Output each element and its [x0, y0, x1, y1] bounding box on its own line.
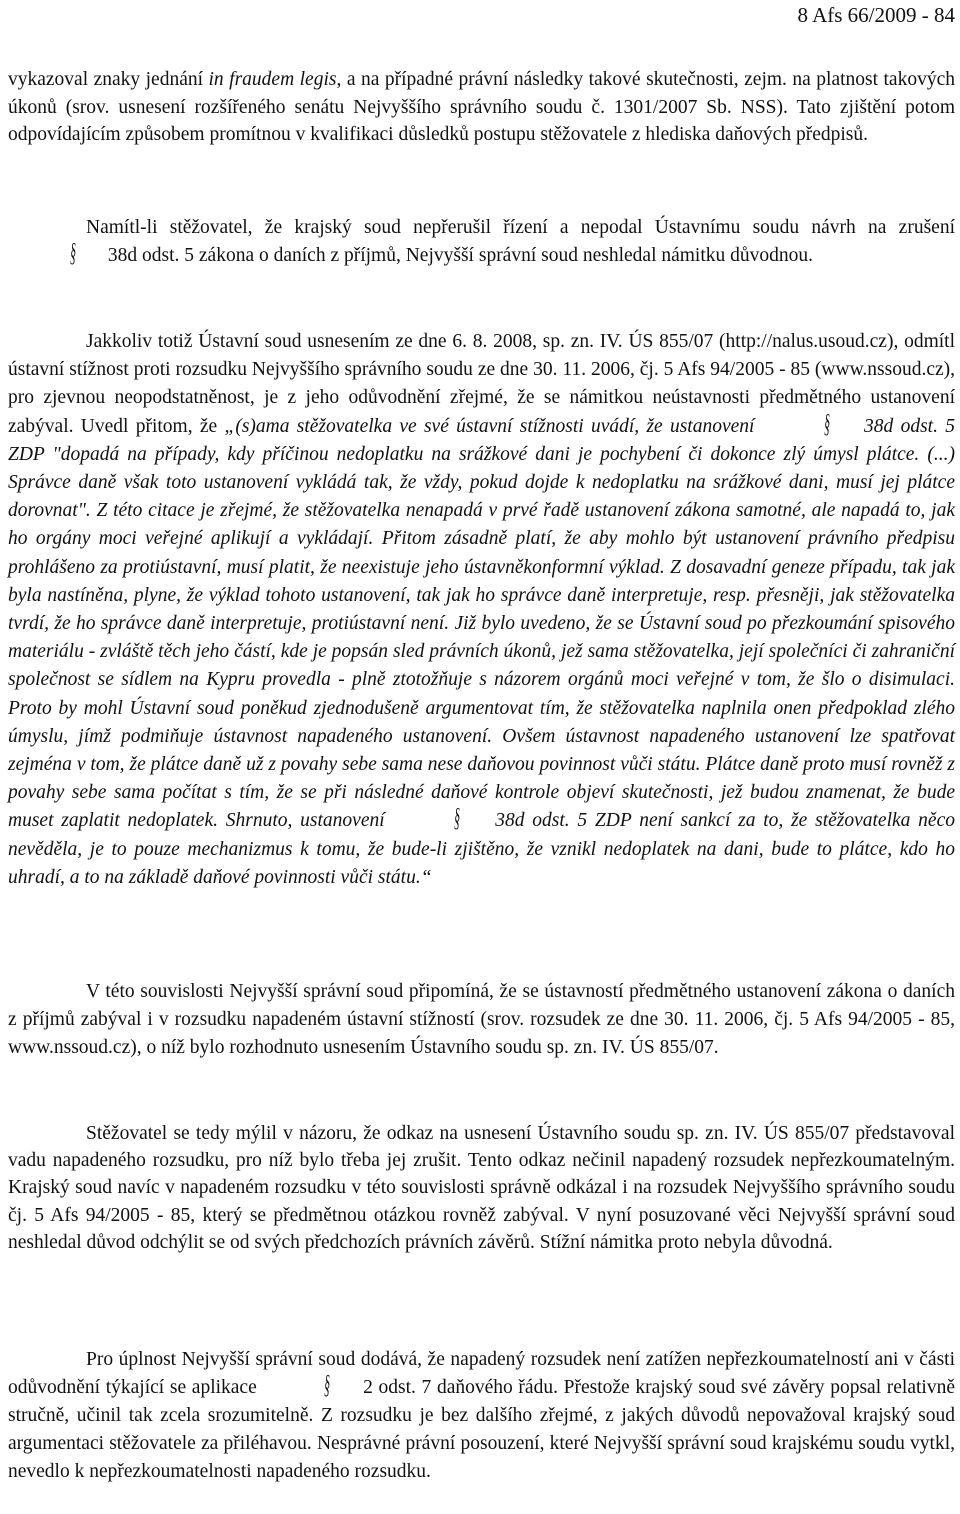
text-run: 2 odst. 7 daňového řádu. Přestože krajský soud své závěry popsal relativně stručně, učinil tak zcela srozumitelně. Z rozsudku je bez dalšího zřejmé, z jakých důvodů nepovažoval krajský soud argumentaci stěžovatele za přiléhavou. Nesprávné právní posouzení, které Nejvyšší správní soud krajskému soudu vytkl, nevedlo k nepřezkoumatelnosti napadeného rozsudku.: [8, 1377, 955, 1482]
text-run: vykazoval znaky jednání: [8, 69, 209, 90]
text-run: Pro úplnost Nejvyšší správní soud dodává, že napadený rozsudek není zatížen nepřezkoumatelností ani v části odůvodnění týkající se aplikace: [8, 1349, 955, 1398]
case-reference: 8 Afs 66/2009 - 84: [797, 3, 955, 27]
paragraph-5: Stěžovatel se tedy mýlil v názoru, že odkaz na usnesení Ústavního soudu sp. zn. IV. ÚS 855/07 představoval vadu napadeného rozsudku, pro níž bylo třeba jej zrušit. Tento odkaz nečinil napadený rozsudek nepřezkoumatelným. Krajský soud navíc v napadeném rozsudku v této souvislosti správně odkázal i na rozsudek Nejvyššího správního soudu čj. 5 Afs 94/2005 - 85, který se předmětnou otázkou rovněž zabýval. V nyní posuzované věci Nejvyšší správní soud neshledal důvod odchýlit se od svých předchozích právních závěrů. Stížní námitka proto nebyla důvodná.: [8, 1123, 955, 1253]
text-run: 38d odst. 5 zákona o daních z příjmů, Nejvyšší správní soud neshledal námitku důvodnou.: [103, 245, 814, 266]
section-sign: §: [454, 803, 461, 833]
paragraph-3: [8, 328, 955, 892]
section-sign: §: [823, 408, 830, 438]
paragraph-6: [8, 1346, 955, 1486]
text-run: Jakkoliv totiž Ústavní soud usnesením ze dne 6. 8. 2008, sp. zn. IV. ÚS 855/07 (http://nalus.usoud.cz), odmítl ústavní stížnost proti rozsudku Nejvyššího správního soudu ze dne 30. 11. 2006, čj. 5 Afs 94/2005 - 85 (www.nssoud.cz), pro zjevnou neopodstatněnost, je z jeho odůvodnění zřejmé, že se námitkou neústavnosti předmětného ustanovení zabýval. Uvedl přitom, že: [8, 331, 955, 437]
section-sign: §: [70, 238, 76, 267]
text-run: Namítl-li stěžovatel, že krajský soud nepřerušil řízení a nepodal Ústavnímu soudu návrh na zrušení: [86, 217, 955, 238]
quote-run: 38d odst. 5 ZDP není sankcí za to, že stěžovatelka něco nevěděla, je to pouze mechanizmus k tomu, že bude-li zjištěno, že vznikl nedoplatek na dani, bude to plátce, kdo ho uhradí, a to na základě daňové povinnosti vůči státu.“: [8, 810, 955, 888]
section-sign: §: [324, 1370, 331, 1399]
paragraph-4: V této souvislosti Nejvyšší správní soud připomíná, že se ústavností předmětného ustanovení zákona o daních z příjmů zabýval i v rozsudku napadeném ústavní stížností (srov. rozsudek ze dne 30. 11. 2006, čj. 5 Afs 94/2005 - 85, www.nssoud.cz), o níž bylo rozhodnuto usnesením Ústavního soudu sp. zn. IV. ÚS 855/07.: [8, 981, 955, 1058]
latin-term: in fraudem legis: [208, 69, 337, 90]
paragraph-1: [8, 66, 955, 149]
quote-run: 38d odst. 5 ZDP "dopadá na případy, kdy příčinou nedoplatku na srážkové dani je pochybení či dokonce zlý úmysl plátce. (...) Správce daně však toto ustanovení vykládá tak, že vždy, pokud dojde k nedoplatku na srážkové dani, musí jej plátce dorovnat". Z této citace je zřejmé, že stěžovatelka nenapadá v prvé řadě ustanovení zákona samotné, ale napadá to, jak ho orgány moci veřejné aplikují a vykládají. Přitom zásadně platí, že aby mohlo být ustanovení právního předpisu prohlášeno za protiústavní, musí platit, že neexistuje jeho ústavněkonformní výklad. Z dosavadní geneze případu, tak jak byla nastíněna, plyne, že výklad tohoto ustanovení, tak jak ho správce daně interpretuje, resp. přesněji, jak stěžovatelka tvrdí, že ho správce daně interpretuje, protiústavní není. Již bylo uvedeno, že se Ústavní soud po přezkoumání spisového materiálu - zvláště těch jeho částí, kde je popsán sled právních úkonů, jež sama stěžovatelka, její společníci či zahraniční společnost se sídlem na Kypru provedla - plně ztotožňuje s názorem orgánů moci veřejné v tom, že šlo o disimulaci. Proto by mohl Ústavní soud poněkud zjednodušeně argumentovat tím, že stěžovatelka naplnila onen předpoklad zlého úmyslu, jímž podmiňuje ústavnost napadeného ustanovení. Ovšem ústavnost napadeného ustanovení lze spatřovat zejména v tom, že plátce daně už z povahy sebe sama nese daňovou povinnost vůči státu. Plátce daně proto musí rovněž z povahy sebe sama počítat s tím, že se při následné daňové kontrole objeví skutečnosti, jež budou znamenat, že bude muset zaplatit nedoplatek. Shrnuto, ustanovení: [8, 415, 955, 832]
quote-run: „(s)ama stěžovatelka ve své ústavní stížnosti uvádí, že ustanovení: [224, 415, 762, 437]
document-page: [8, 0, 955, 1514]
text-run: , a na případné právní následky takové skutečnosti, zejm. na platnost takových úkonů (srov. usnesení rozšířeného senátu Nejvyššího správního soudu č. 1301/2007 Sb. NSS). Tato zjištění potom odpovídajícím způsobem promítnou v kvalifikaci důsledků postupu stěžovatele z hlediska daňových předpisů.: [8, 69, 955, 145]
paragraph-2: [8, 214, 955, 270]
